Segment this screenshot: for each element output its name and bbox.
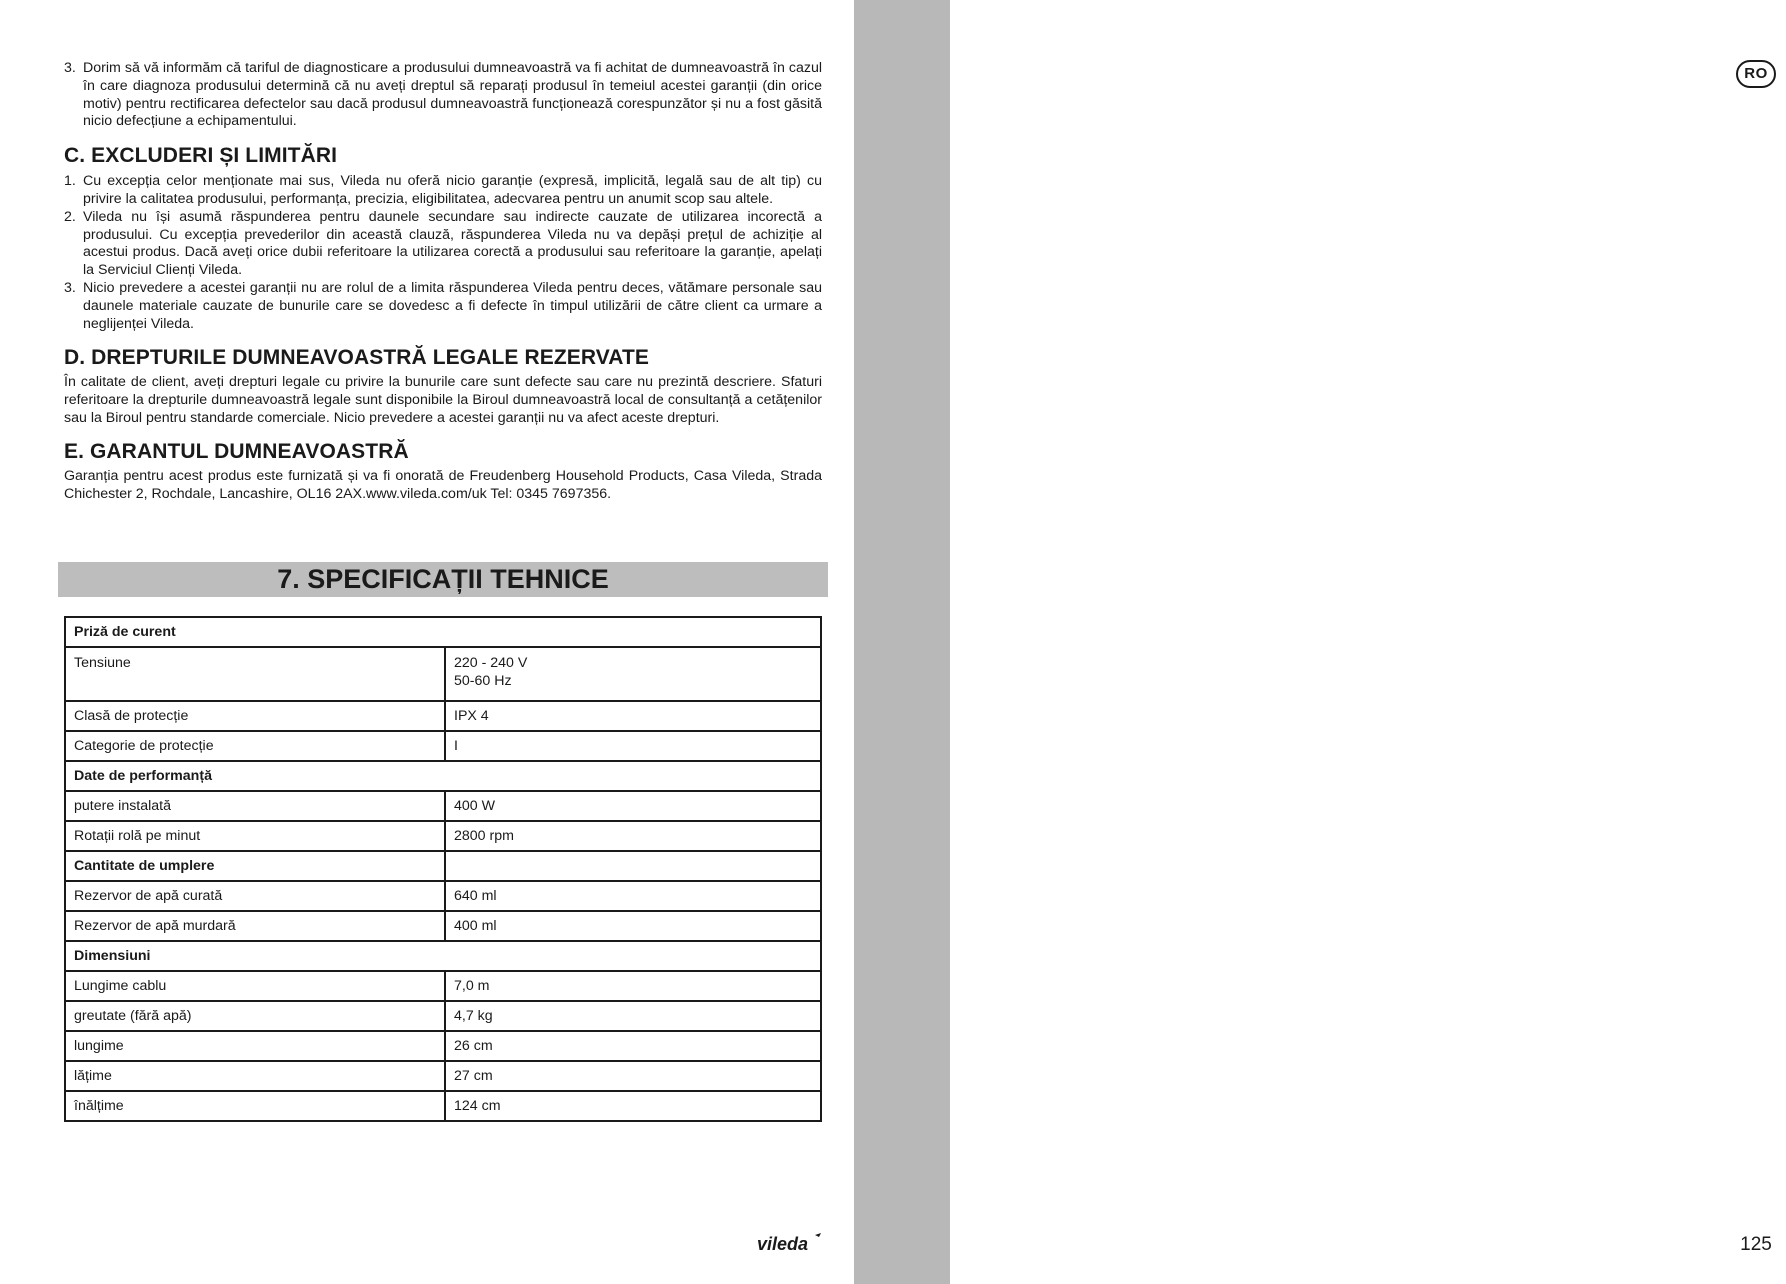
spec-value-line: 50-60 Hz — [454, 673, 512, 689]
side-bar — [854, 0, 1772, 1284]
spec-value-cell: 124 cm — [445, 1091, 821, 1121]
table-row — [65, 701, 821, 731]
spec-label-cell: Clasă de protecție — [65, 701, 445, 731]
list-item — [64, 209, 822, 280]
logo-wordmark: vileda — [757, 1234, 809, 1254]
section-c-list — [64, 173, 822, 333]
list-item — [64, 60, 822, 131]
list-number: 3. — [64, 60, 76, 76]
table-row-group — [65, 941, 821, 971]
list-number: 2. — [64, 208, 76, 225]
vileda-logo — [757, 1232, 827, 1254]
list-number: 1. — [64, 173, 76, 190]
section-e-paragraph: Garanția pentru acest produs este furnizată și va fi onorată de Freudenberg Household Products, Casa Vileda, Strada Chichester 2, Rochdale, Lancashire, OL16 2AX.www.vileda.com/uk Tel: 0345 7697356. — [64, 467, 822, 502]
spec-label-cell: Tensiune — [65, 647, 445, 701]
spec-value-cell: 27 cm — [445, 1061, 821, 1091]
intro-list — [64, 60, 822, 131]
page-number: 125 — [1740, 1234, 1772, 1255]
spec-label-cell: lungime — [65, 1031, 445, 1061]
spec-label-cell: putere instalată — [65, 791, 445, 821]
group-header-cell: Date de performanță — [65, 761, 821, 791]
list-number: 3. — [64, 279, 76, 296]
spec-label-cell: Rezervor de apă murdară — [65, 911, 445, 941]
spec-value-cell: 400 W — [445, 791, 821, 821]
table-row — [65, 911, 821, 941]
spec-label-cell: înălțime — [65, 1091, 445, 1121]
main-content — [64, 60, 822, 503]
list-item — [64, 173, 822, 209]
table-row — [65, 791, 821, 821]
spec-label-cell: lățime — [65, 1061, 445, 1091]
table-row — [65, 1091, 821, 1121]
specs-title-banner: 7. SPECIFICAȚII TEHNICE — [58, 562, 828, 597]
section-d-paragraph: În calitate de client, aveți drepturi legale cu privire la bunurile care sunt defecte sau care nu prezintă descriere. Sfaturi referitoare la drepturile dumneavoastră legale sunt disponibile la Biroul dumneavoastră local de consultanță a cetățenilor sau la Biroul pentru standarde comerciale. Nicio prevedere a acestei garanții nu va afect aceste drepturi. — [64, 374, 822, 426]
table-row — [65, 731, 821, 761]
table-row — [65, 647, 821, 701]
spec-value-cell — [445, 647, 821, 701]
spec-label-cell: greutate (fără apă) — [65, 1001, 445, 1031]
table-row-group — [65, 851, 821, 881]
group-header-cell: Dimensiuni — [65, 941, 821, 971]
table-row-group — [65, 761, 821, 791]
table-row — [65, 1031, 821, 1061]
table-row-group — [65, 617, 821, 647]
spec-value-cell: 640 ml — [445, 881, 821, 911]
table-row — [65, 821, 821, 851]
section-c-heading: C. EXCLUDERI ȘI LIMITĂRI — [64, 144, 338, 168]
list-text: Vileda nu își asumă răspunderea pentru daunele secundare sau indirecte cauzate de utilizarea incorectă a produsului. Cu excepția prevederilor din această clauză, răspunderea Vileda nu va depăși prețul de achiziție al acestui produs. Dacă aveți orice dubii referitoare la utilizarea corectă a produsului sau referitoare la garanție, apelați la Serviciul Clienți Vileda. — [83, 208, 822, 279]
spec-value-line: 220 - 240 V — [454, 655, 528, 671]
spec-label-cell: Rezervor de apă curată — [65, 881, 445, 911]
section-e-heading: E. GARANTUL DUMNEAVOASTRĂ — [64, 439, 409, 463]
table-row — [65, 881, 821, 911]
group-header-cell: Cantitate de umplere — [65, 851, 445, 881]
spec-value-cell: 7,0 m — [445, 971, 821, 1001]
logo-swoosh — [815, 1233, 821, 1237]
table-row — [65, 1001, 821, 1031]
spec-value-cell: IPX 4 — [445, 701, 821, 731]
spec-value-cell: 26 cm — [445, 1031, 821, 1061]
spec-label-cell: Rotații rolă pe minut — [65, 821, 445, 851]
spec-value-cell: 4,7 kg — [445, 1001, 821, 1031]
spec-value-cell — [445, 851, 821, 881]
table-row — [65, 1061, 821, 1091]
spec-value-cell: 400 ml — [445, 911, 821, 941]
language-badge: RO — [1736, 60, 1776, 88]
spec-value-cell: 2800 rpm — [445, 821, 821, 851]
spec-label-cell: Lungime cablu — [65, 971, 445, 1001]
spec-value-cell: I — [445, 731, 821, 761]
list-text: Cu excepția celor menționate mai sus, Vileda nu oferă nicio garanție (expresă, implicită, legală sau de alt tip) cu privire la calitatea produsului, performanța, precizia, eligibilitatea, adecvarea pentru un anumit scop sau altele. — [83, 173, 822, 207]
section-d-heading: D. DREPTURILE DUMNEAVOASTRĂ LEGALE REZERVATE — [64, 346, 650, 370]
specs-table — [64, 616, 822, 1122]
group-header-cell: Priză de curent — [65, 617, 821, 647]
list-text: Nicio prevedere a acestei garanții nu are rolul de a limita răspunderea Vileda pentru deces, vătămare personale sau daunele materiale cauzate de bunurile care se dovedesc a fi defecte în timpul utilizării de către client ca urmare a neglijenței Vileda. — [83, 279, 822, 332]
list-item — [64, 280, 822, 333]
spec-label-cell: Categorie de protecție — [65, 731, 445, 761]
table-row — [65, 971, 821, 1001]
list-text: Dorim să vă informăm că tariful de diagnosticare a produsului dumneavoastră va fi achitat de dumneavoastră în cazul în care diagnoza produsului determină că nu aveți dreptul să reparați produsul în temeiul acestei garanții (din orice motiv) pentru rectificarea defectelor sau dacă produsul dumneavoastră funcționează corespunzător și nu a fost găsită nicio defecțiune a echipamentului. — [83, 60, 822, 130]
